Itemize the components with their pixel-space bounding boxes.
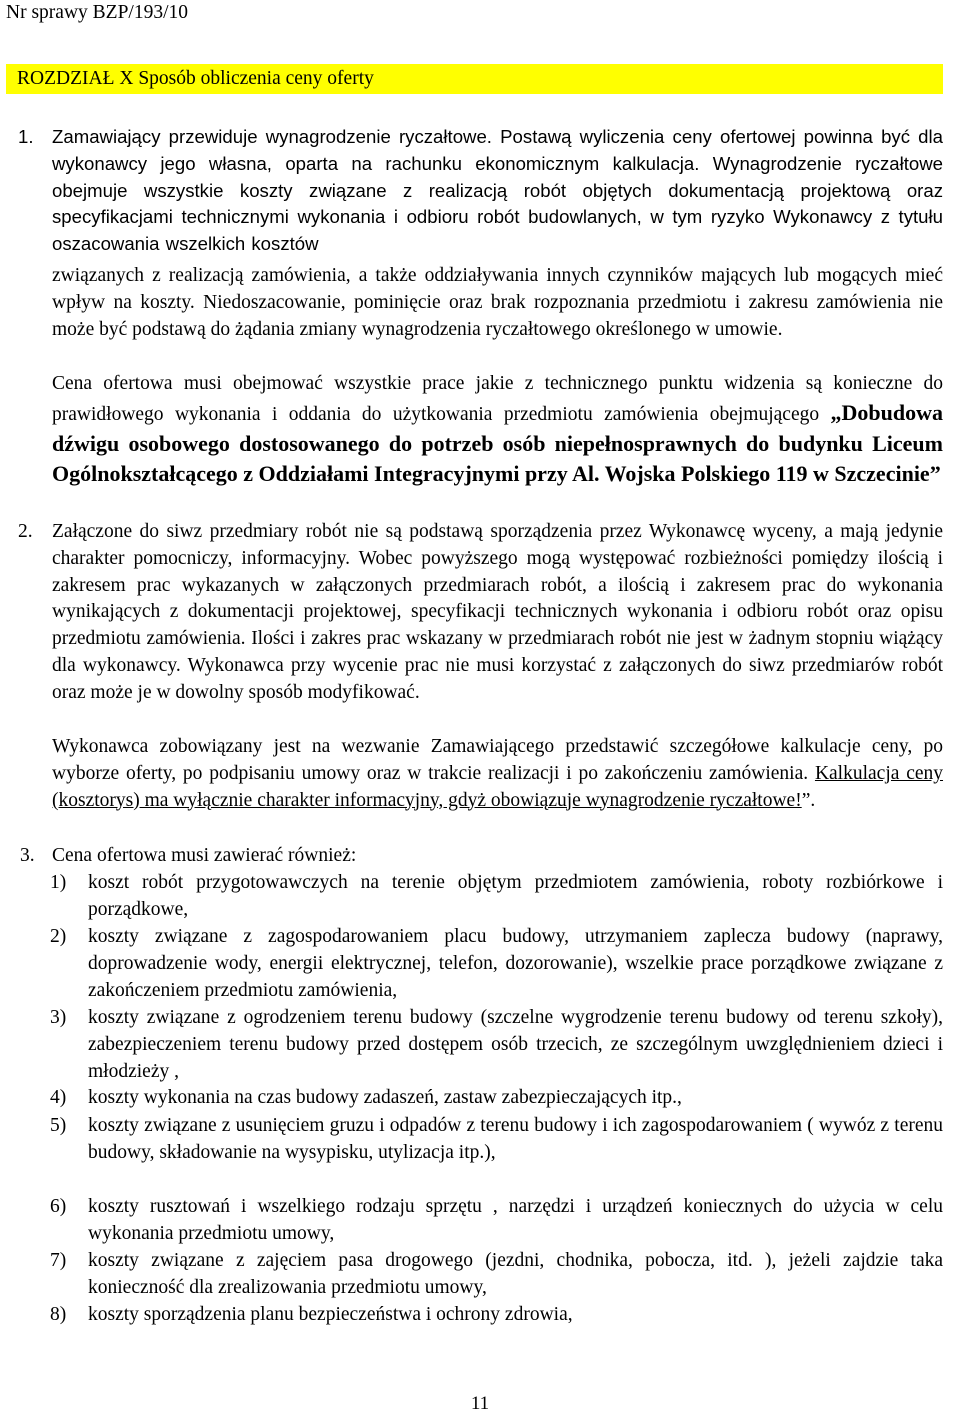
section-title-banner: [6, 64, 943, 94]
page-number: 11: [470, 1393, 490, 1414]
project-title: „Dobudowa dźwigu osobowego dostosowanego do potrzeb osób niepełnosprawnych do budynku Liceum Ogólnokształcącego z Oddziałami Integracyjnymi przy Al. Wojska Polskiego 119 w Szczecinie”: [52, 399, 944, 487]
list-item: koszty sporządzenia planu bezpieczeństwa i ochrony zdrowia,: [88, 1304, 573, 1325]
paragraph-2-calc: [52, 734, 943, 814]
list-item: koszt robót przygotowawczych na terenie objętym przedmiotem zamówienia, roboty rozbiórkowe i porządkowe,: [88, 872, 943, 920]
list-item: koszty rusztowań i wszelkiego rodzaju sprzętu , narzędzi i urządzeń koniecznych do użycia w celu wykonania przedmiotu umowy,: [88, 1196, 943, 1244]
list-item: koszty związane z ogrodzeniem terenu budowy (szczelne wygrodzenie terenu budowy od terenu szkoły), zabezpieczeniem terenu budowy przed dostępem osób trzecich, ze szczególnym uwzględnieniem dzieci i młodzieży ,: [88, 1007, 943, 1082]
paragraph-1-sans: Zamawiający przewiduje wynagrodzenie ryczałtowe. Postawą wyliczenia ceny ofertowej powinna być dla wykonawcy jego własna, oparta na rachunku ekonomicznym kalkulacja. Wynagrodzenie ryczałtowe obejmuje wszystkie koszty związane z realizacją robót objętych dokumentacją projektową oraz specyfikacjami technicznymi wykonania i odbioru robót budowlanych, w tym ryzyko Wykonawcy z tytułu oszacowania wszelkich kosztów: [52, 126, 943, 255]
calc-underlined: Kalkulacja ceny (kosztorys) ma wyłącznie charakter informacyjny, gdyż obowiązuje wynagrodzenie ryczałtowe!: [52, 762, 944, 811]
calc-tail: ”.: [801, 789, 816, 811]
list-item: koszty wykonania na czas budowy zadaszeń, zastaw zabezpieczających itp.,: [88, 1087, 682, 1108]
list-item: koszty związane z zagospodarowaniem placu budowy, utrzymaniem zaplecza budowy (naprawy, doprowadzenie wody, energii elektrycznej, telefon, dozorowanie), wszelkie prace porządkowe związane z zakończeniem przedmiotu zamówienia,: [88, 926, 943, 1001]
paragraph-3-intro: Cena ofertowa musi zawierać również:: [52, 845, 357, 866]
paragraph-2-number: 2.: [18, 521, 33, 542]
list-item-number: 5): [50, 1115, 67, 1136]
list-item: koszty związane z zajęciem pasa drogowego (jezdni, chodnika, pobocza, itd. ), jeżeli zajdzie taka konieczność dla zrealizowania przedmiotu umowy,: [88, 1250, 943, 1298]
case-number: Nr sprawy BZP/193/10: [6, 2, 188, 23]
paragraph-2-text: Załączone do siwz przedmiary robót nie są podstawą sporządzenia przez Wykonawcę wyceny, a mają jedynie charakter pomocniczy, informacyjny. Wobec powyższego mogą występować rozbieżności pomiędzy ilością i zakresem prac wykazanych w załączonych przedmiarach robót, a ilością i zakresem prac do wykonania wynikających z dokumentacji projektowej, specyfikacji technicznych wykonania i odbioru robót oraz opisu przedmiotu zamówienia. Ilości i zakres prac wskazany w przedmiarach robót nie jest w żadnym stopniu wiążący dla wykonawcy. Wykonawca przy wycenie prac nie musi korzystać z załączonych do siwz przedmiarów robót oraz może je w dowolny sposób modyfikować.: [52, 521, 943, 703]
calc-text: Wykonawca zobowiązany jest na wezwanie Zamawiającego przedstawić szczegółowe kalkulacje ceny, po wyborze oferty, po podpisaniu umowy oraz w trakcie realizacji i po zakończeniu zamówienia.: [52, 736, 943, 784]
paragraph-3-number: 3.: [20, 845, 35, 866]
section-title: ROZDZIAŁ X Sposób obliczenia ceny oferty: [17, 68, 374, 89]
price-scope-text: Cena ofertowa musi obejmować wszystkie prace jakie z technicznego punktu widzenia są konieczne do prawidłowego wykonania i oddania do użytkowania przedmiotu zamówienia obejmującego: [52, 373, 943, 425]
paragraph-1-price: [52, 371, 943, 490]
list-item: koszty związane z usunięciem gruzu i odpadów z terenu budowy i ich zagospodarowaniem ( wywóz z terenu budowy, składowanie na wysypisku, utylizacja itp.),: [88, 1115, 943, 1163]
list-item-number: 2): [50, 926, 67, 947]
list-item-number: 3): [50, 1007, 67, 1028]
list-item-number: 8): [50, 1304, 67, 1325]
paragraph-1-number: 1.: [18, 126, 34, 147]
list-item-number: 7): [50, 1250, 67, 1271]
list-item-number: 1): [50, 872, 67, 893]
paragraph-1-serif: związanych z realizacją zamówienia, a także oddziaływania innych czynników mających lub mogących mieć wpływ na koszty. Niedoszacowanie, pominięcie oraz brak rozpoznania przedmiotu i zakresu zamówienia nie może być podstawą do żądania zmiany wynagrodzenia ryczałtowego określonego w umowie.: [52, 265, 943, 340]
list-item-number: 6): [50, 1196, 67, 1217]
list-item-number: 4): [50, 1087, 67, 1108]
